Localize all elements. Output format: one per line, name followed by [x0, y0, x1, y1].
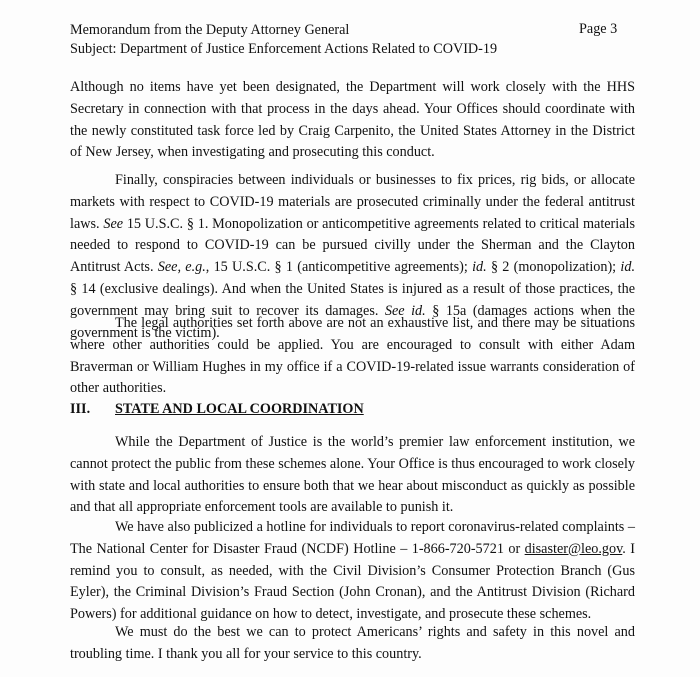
text-run: We have also publicized a hotline for individuals to report coronavirus-related complaints – The National Center for Disaster Fraud (NCDF) Hotline – 1-866-720-5721 or — [70, 519, 635, 557]
text-run: Finally, conspiracies between individuals or businesses to fix prices, rig bids, or allocate markets with respect to COVID-19 materials are prosecuted criminally under the federal antitrust laws. — [70, 172, 635, 232]
paragraph-legal-authorities: The legal authorities set forth above are not an exhaustive list, and there may be situations where other authorities could be applied. You are encouraged to consult with either Adam Braverman or William Hughes in my office if a COVID-19-related issue warrants consideration of other authorities. — [70, 315, 635, 397]
text-run: § 2 (monopolization); — [486, 259, 621, 276]
citation-signal: See id. — [384, 302, 426, 319]
citation-signal: id. — [472, 259, 487, 276]
text-run: 15 U.S.C. § 1. Monopolization or anticompetitive agreements related to critical materials needed to respond to COVID-19 can be pursued civilly under the Sherman and the Clayton Antitrust Acts. — [70, 215, 635, 276]
memo-from-line: Memorandum from the Deputy Attorney General — [70, 22, 350, 38]
citation-signal: See, e.g. — [157, 259, 206, 276]
citation-signal: id. — [620, 259, 635, 276]
email-link[interactable]: disaster@leo.gov — [524, 540, 623, 557]
section-title: STATE AND LOCAL COORDINATION — [115, 401, 364, 417]
text-run: § 14 (exclusive dealings). And when the United States is injured as a result of those practices, the government may bring suit to recover its damages. — [70, 280, 635, 319]
section-heading — [70, 401, 364, 418]
paragraph-state-local: While the Department of Justice is the world’s premier law enforcement institution, we cannot protect the public from these schemes alone. Your Office is thus encouraged to work closely with state and local authorities to ensure both that we hear about misconduct as quickly as possible and that all appropriate enforcement tools are available to punish it. — [70, 434, 635, 516]
paragraph-hhs-coordination: Although no items have yet been designated, the Department will work closely with the HHS Secretary in connection with that process in the days ahead. Your Offices should coordinate with the newly constituted task force led by Craig Carpenito, the United States Attorney in the District of New Jersey, when investigating and prosecuting this conduct. — [70, 79, 635, 161]
paragraph-hotline — [70, 517, 635, 626]
page-number: Page 3 — [579, 21, 618, 37]
text-run: . I remind you to consult, as needed, with the Civil Division’s Consumer Protection Branch (Gus Eyler), the Criminal Division’s Fraud Section (John Cronan), and the Antitrust Division (Richard Powers) for additional guidance on how to detect, investigate, and prosecute these schemes. — [70, 540, 635, 623]
paragraph-closing: We must do the best we can to protect Americans’ rights and safety in this novel and troubling time. I thank you all for your service to this country. — [70, 624, 635, 662]
text-run: , 15 U.S.C. § 1 (anticompetitive agreements); — [205, 259, 473, 276]
section-number: III. — [70, 401, 91, 417]
citation-signal: See — [103, 215, 124, 232]
text-run: § 15a (damages actions when the government is the victim). — [70, 302, 635, 341]
memo-subject-line: Subject: Department of Justice Enforcement Actions Related to COVID-19 — [70, 41, 498, 57]
